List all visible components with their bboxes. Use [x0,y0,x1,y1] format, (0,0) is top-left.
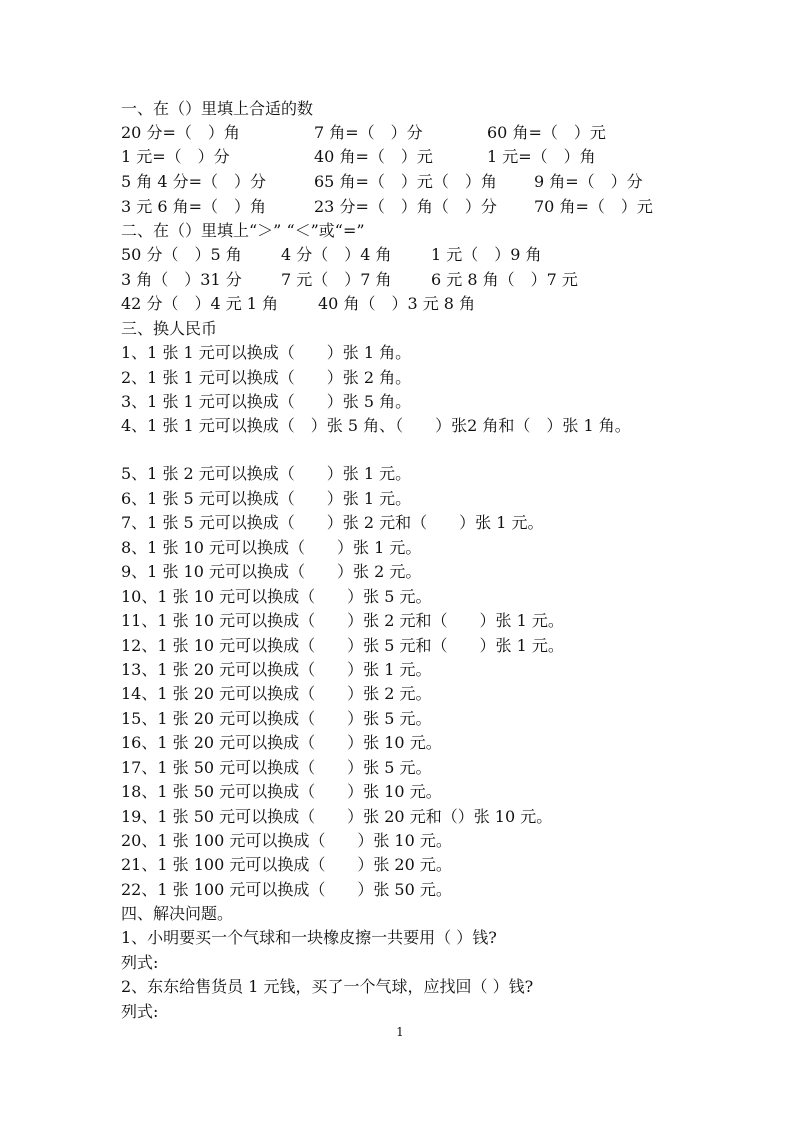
s2-row-1-col-2: 4 分（ ）4 角 [281,245,392,264]
s3-item-14: 14、1 张 20 元可以换成（ ）张 2 元。 [121,684,432,703]
s3-item-22: 22、1 张 100 元可以换成（ ）张 50 元。 [121,880,452,899]
s1-row-2-col-3: 1 元=（ ）角 [487,147,596,166]
s1-row-4-col-2: 23 分=（ ）角（ ）分 [314,197,497,216]
s3-item-2: 2、1 张 1 元可以换成（ ）张 2 角。 [121,368,412,387]
s1-row-3-col-2: 65 角=（ ）元（ ）角 [314,172,497,191]
s1-row-4-col-1: 3 元 6 角=（ ）角 [121,197,267,216]
s2-row-2-col-2: 7 元（ ）7 角 [281,270,392,289]
s3-item-12: 12、1 张 10 元可以换成（ ）张 5 元和（ ）张 1 元。 [121,636,564,655]
s3-item-6: 6、1 张 5 元可以换成（ ）张 1 元。 [121,489,412,508]
s1-row-1-col-2: 7 角=（ ）分 [314,123,423,142]
s1-row-2-col-1: 1 元=（ ）分 [121,147,230,166]
page-number: 1 [396,1025,404,1039]
s1-row-4-col-3: 70 角=（ ）元 [534,197,653,216]
s2-row-3-col-1: 42 分（ ）4 元 1 角 [121,294,279,313]
s1-row-1-col-3: 60 角=（ ）元 [487,123,606,142]
s2-row-2-col-3: 6 元 8 角（ ）7 元 [431,270,578,289]
s3-item-21: 21、1 张 100 元可以换成（ ）张 20 元。 [121,855,452,874]
s1-row-3-col-1: 5 角 4 分=（ ）分 [121,172,267,191]
s3-item-18: 18、1 张 50 元可以换成（ ）张 10 元。 [121,782,442,801]
s3-item-3: 3、1 张 1 元可以换成（ ）张 5 角。 [121,392,412,411]
s3-item-10: 10、1 张 10 元可以换成（ ）张 5 元。 [121,587,432,606]
s2-row-3-col-2: 40 角（ ）3 元 8 角 [318,294,476,313]
s4-question-1-formula-label: 列式: [121,953,159,972]
s1-row-3-col-3: 9 角=（ ）分 [534,172,643,191]
s3-item-4: 4、1 张 1 元可以换成（ ）张 5 角、（ ）张2 角和（ ）张 1 角。 [121,416,631,435]
s3-item-19: 19、1 张 50 元可以换成（ ）张 20 元和（）张 10 元。 [121,807,553,826]
s3-item-9: 9、1 张 10 元可以换成（ ）张 2 元。 [121,562,422,581]
s3-item-8: 8、1 张 10 元可以换成（ ）张 1 元。 [121,538,422,557]
section-2-title: 二、在（）里填上“＞” “＜”或“=” [121,221,365,240]
s2-row-1-col-1: 50 分（ ）5 角 [121,245,242,264]
section-3-title: 三、换人民币 [121,319,218,338]
s3-item-7: 7、1 张 5 元可以换成（ ）张 2 元和（ ）张 1 元。 [121,513,544,532]
s3-item-17: 17、1 张 50 元可以换成（ ）张 5 元。 [121,758,432,777]
s4-question-2-formula-label: 列式: [121,1002,159,1021]
s3-item-16: 16、1 张 20 元可以换成（ ）张 10 元。 [121,733,442,752]
s3-item-11: 11、1 张 10 元可以换成（ ）张 2 元和（ ）张 1 元。 [121,611,564,630]
s3-item-15: 15、1 张 20 元可以换成（ ）张 5 元。 [121,709,432,728]
s1-row-1-col-1: 20 分=（ ）角 [121,123,240,142]
s4-question-1: 1、小明要买一个气球和一块橡皮擦一共要用（ ）钱? [121,928,497,947]
section-1-title: 一、在（）里填上合适的数 [121,99,314,118]
s3-item-5: 5、1 张 2 元可以换成（ ）张 1 元。 [121,464,412,483]
s2-row-2-col-1: 3 角（ ）31 分 [121,270,242,289]
s3-item-1: 1、1 张 1 元可以换成（ ）张 1 角。 [121,343,412,362]
s1-row-2-col-2: 40 角=（ ）元 [314,147,433,166]
s3-item-13: 13、1 张 20 元可以换成（ ）张 1 元。 [121,660,432,679]
section-4-title: 四、解决问题。 [121,904,234,923]
s2-row-1-col-3: 1 元（ ）9 角 [431,245,542,264]
s4-question-2: 2、东东给售货员 1 元钱，买了一个气球，应找回（ ）钱? [121,977,534,996]
s3-item-20: 20、1 张 100 元可以换成（ ）张 10 元。 [121,831,452,850]
